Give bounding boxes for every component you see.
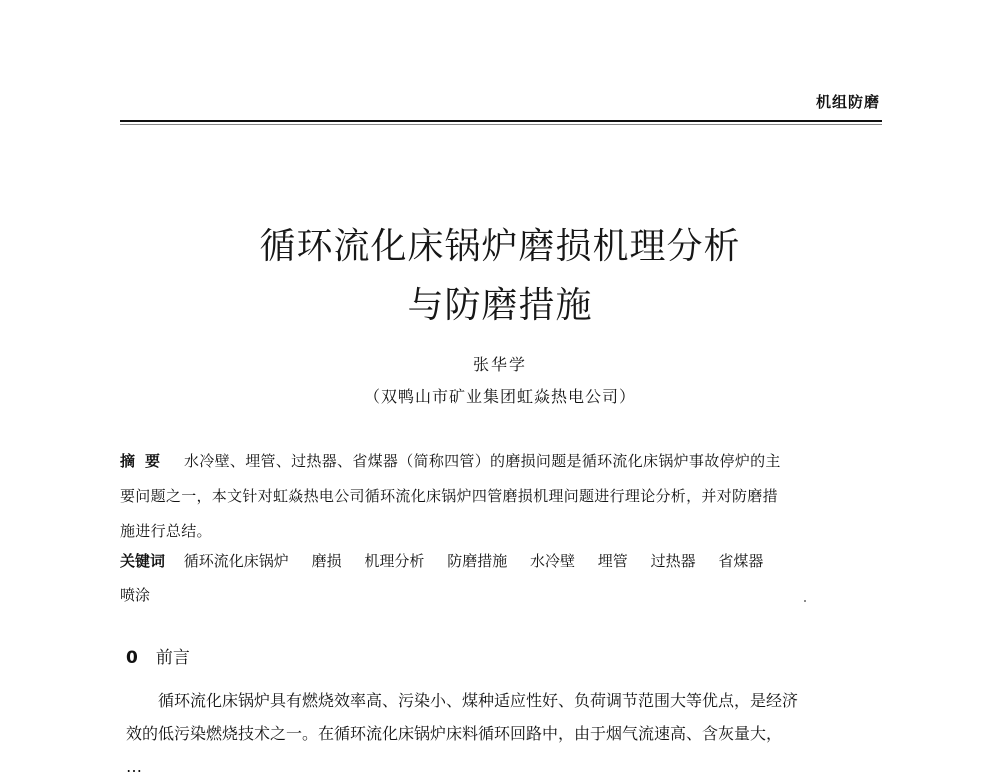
abstract-text-1: 水冷壁、埋管、过热器、省煤器（简称四管）的磨损问题是循环流化床锅炉事故停炉的主 (184, 452, 781, 470)
keyword: 过热器 (650, 552, 696, 570)
author-affiliation: （双鸭山市矿业集团虹焱热电公司） (363, 387, 636, 406)
keyword: 防磨措施 (447, 552, 508, 570)
keyword: 循环流化床锅炉 (183, 552, 289, 570)
abstract (120, 444, 885, 549)
section-heading (126, 643, 190, 668)
body-line-2: 效的低污染燃烧技术之一。在循环流化床锅炉床料循环回路中，由于烟气流速高、含灰量大， (126, 724, 783, 743)
header-rule-thin (120, 124, 882, 125)
keywords (120, 544, 885, 612)
keyword: 埋管 (597, 552, 628, 570)
section-tag: 机组防磨 (815, 93, 880, 111)
abstract-line-1 (120, 444, 885, 479)
author-name: 张华学 (472, 355, 527, 374)
section-title: 前言 (155, 648, 190, 668)
paper-title-line-2: 与防磨措施 (407, 285, 593, 326)
abstract-line-3: 施进行总结。 (120, 522, 212, 540)
keyword: 磨损 (311, 552, 342, 570)
paper-title-line-1: 循环流化床锅炉磨损机理分析 (259, 226, 741, 267)
keyword: 水冷壁 (529, 552, 575, 570)
header-rule (120, 120, 882, 122)
keyword: 省煤器 (718, 552, 764, 570)
body-line-3: … (126, 757, 142, 776)
keywords-label: 关键词 (120, 552, 166, 570)
scan-speck (804, 600, 806, 602)
abstract-label: 摘要 (120, 452, 171, 470)
section-body (126, 684, 872, 776)
keyword: 机理分析 (364, 552, 425, 570)
keyword: 喷涂 (120, 586, 151, 604)
section-number: 0 (126, 648, 138, 668)
body-line-1: 循环流化床锅炉具有燃烧效率高、污染小、煤种适应性好、负荷调节范围大等优点，是经济 (158, 691, 799, 710)
abstract-line-2: 要问题之一，本文针对虹焱热电公司循环流化床锅炉四管磨损机理问题进行理论分析，并对防磨措 (120, 487, 778, 505)
